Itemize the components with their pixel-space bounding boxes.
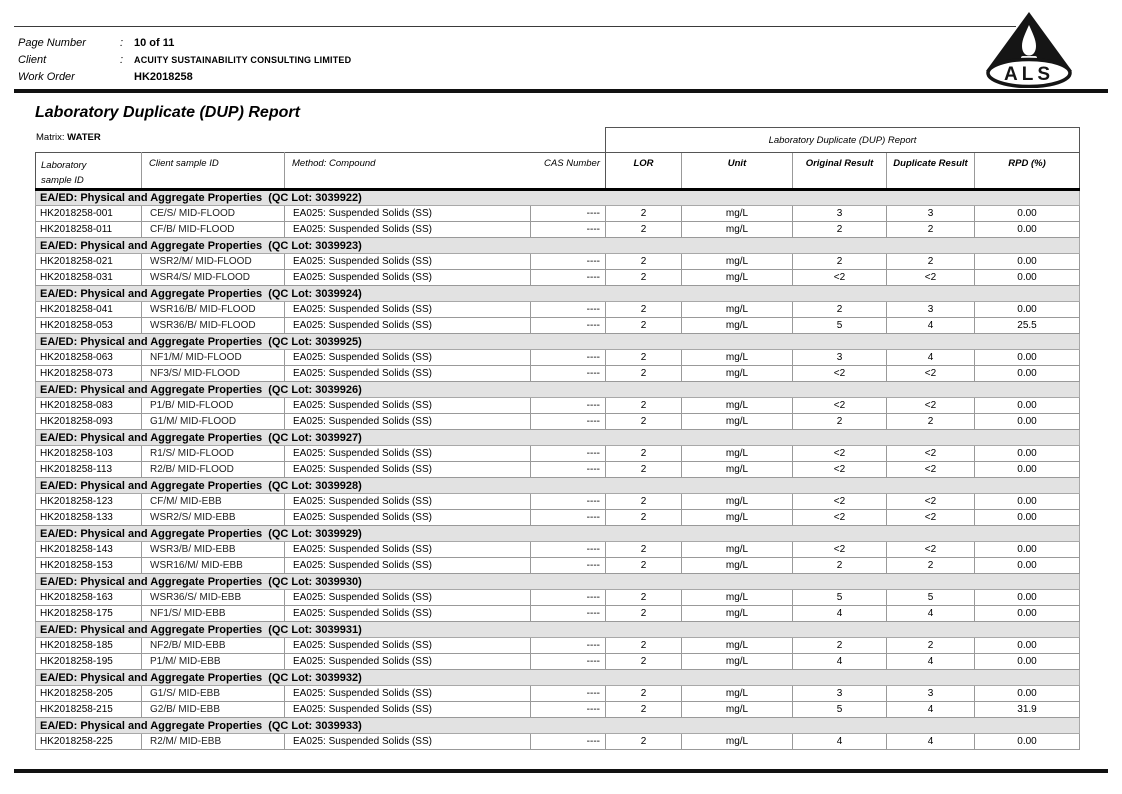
section-row [36, 718, 1080, 734]
table-row [36, 414, 1080, 430]
cell-lab-sample-id: HK2018258-031 [36, 270, 142, 286]
cell-client-sample-id: NF1/M/ MID-FLOOD [142, 350, 285, 366]
cell-unit: mg/L [682, 510, 793, 526]
cell-cas-number: ---- [531, 638, 606, 654]
cell-duplicate-result: 4 [887, 702, 975, 718]
cell-client-sample-id: NF1/S/ MID-EBB [142, 606, 285, 622]
col-header-cas-number: CAS Number [531, 153, 606, 190]
logo-text: ALS [1004, 64, 1054, 85]
cell-lab-sample-id: HK2018258-175 [36, 606, 142, 622]
cell-method-compound: EA025: Suspended Solids (SS) [285, 638, 531, 654]
cell-lab-sample-id: HK2018258-123 [36, 494, 142, 510]
cell-duplicate-result: 2 [887, 222, 975, 238]
cell-original-result: 5 [793, 702, 887, 718]
cell-method-compound: EA025: Suspended Solids (SS) [285, 414, 531, 430]
page-header [18, 37, 351, 88]
table-row [36, 270, 1080, 286]
cell-unit: mg/L [682, 398, 793, 414]
section-title: EA/ED: Physical and Aggregate Properties (QC Lot: 3039928) [36, 478, 1080, 494]
cell-client-sample-id: WSR2/S/ MID-EBB [142, 510, 285, 526]
cell-duplicate-result: <2 [887, 446, 975, 462]
cell-duplicate-result: <2 [887, 398, 975, 414]
table-row [36, 350, 1080, 366]
col-header-method-compound: Method: Compound [285, 153, 531, 190]
cell-duplicate-result: 2 [887, 414, 975, 430]
cell-lab-sample-id: HK2018258-001 [36, 206, 142, 222]
cell-client-sample-id: R1/S/ MID-FLOOD [142, 446, 285, 462]
cell-lab-sample-id: HK2018258-163 [36, 590, 142, 606]
span-header-title: Laboratory Duplicate (DUP) Report [606, 128, 1080, 153]
als-logo-icon [982, 10, 1076, 88]
cell-duplicate-result: 3 [887, 686, 975, 702]
table-row [36, 222, 1080, 238]
col-header-lor: LOR [606, 153, 682, 190]
cell-unit: mg/L [682, 638, 793, 654]
cell-lor: 2 [606, 606, 682, 622]
table-row [36, 510, 1080, 526]
cell-original-result: 4 [793, 734, 887, 750]
section-title: EA/ED: Physical and Aggregate Properties (QC Lot: 3039927) [36, 430, 1080, 446]
cell-lor: 2 [606, 302, 682, 318]
cell-duplicate-result: 2 [887, 638, 975, 654]
cell-unit: mg/L [682, 494, 793, 510]
cell-duplicate-result: 4 [887, 654, 975, 670]
cell-lab-sample-id: HK2018258-225 [36, 734, 142, 750]
cell-client-sample-id: R2/M/ MID-EBB [142, 734, 285, 750]
cell-client-sample-id: WSR36/B/ MID-FLOOD [142, 318, 285, 334]
client-row [18, 54, 351, 71]
work-order-row [18, 71, 351, 88]
footer-rule [14, 769, 1108, 773]
cell-duplicate-result: <2 [887, 542, 975, 558]
cell-original-result: <2 [793, 494, 887, 510]
section-title: EA/ED: Physical and Aggregate Properties (QC Lot: 3039932) [36, 670, 1080, 686]
cell-duplicate-result: <2 [887, 366, 975, 382]
cell-method-compound: EA025: Suspended Solids (SS) [285, 702, 531, 718]
cell-unit: mg/L [682, 414, 793, 430]
client-label: Client [18, 54, 47, 66]
cell-client-sample-id: G2/B/ MID-EBB [142, 702, 285, 718]
table-row [36, 654, 1080, 670]
table-row [36, 494, 1080, 510]
table-row [36, 446, 1080, 462]
page-number-row [18, 37, 351, 54]
cell-cas-number: ---- [531, 654, 606, 670]
header-bottom-rule [14, 89, 1108, 93]
cell-duplicate-result: 4 [887, 606, 975, 622]
cell-method-compound: EA025: Suspended Solids (SS) [285, 558, 531, 574]
table-body [36, 190, 1080, 750]
cell-client-sample-id: WSR4/S/ MID-FLOOD [142, 270, 285, 286]
cell-cas-number: ---- [531, 590, 606, 606]
cell-unit: mg/L [682, 366, 793, 382]
work-order-label: Work Order [18, 71, 75, 83]
cell-rpd: 0.00 [975, 366, 1080, 382]
cell-original-result: <2 [793, 446, 887, 462]
page-number-label: Page Number [18, 37, 86, 49]
section-row [36, 430, 1080, 446]
cell-lor: 2 [606, 350, 682, 366]
cell-client-sample-id: WSR16/M/ MID-EBB [142, 558, 285, 574]
cell-method-compound: EA025: Suspended Solids (SS) [285, 494, 531, 510]
table-row [36, 254, 1080, 270]
cell-duplicate-result: 3 [887, 206, 975, 222]
table-row [36, 638, 1080, 654]
table-row [36, 462, 1080, 478]
cell-lab-sample-id: HK2018258-143 [36, 542, 142, 558]
cell-original-result: 5 [793, 318, 887, 334]
section-title: EA/ED: Physical and Aggregate Properties (QC Lot: 3039923) [36, 238, 1080, 254]
cell-cas-number: ---- [531, 686, 606, 702]
cell-cas-number: ---- [531, 222, 606, 238]
col-header-duplicate-result: Duplicate Result [887, 153, 975, 190]
col-header-lab-sample-id [36, 153, 142, 190]
cell-cas-number: ---- [531, 702, 606, 718]
cell-rpd: 0.00 [975, 558, 1080, 574]
cell-client-sample-id: NF2/B/ MID-EBB [142, 638, 285, 654]
cell-original-result: 2 [793, 558, 887, 574]
col-header-unit: Unit [682, 153, 793, 190]
als-logo [982, 10, 1076, 93]
section-title: EA/ED: Physical and Aggregate Properties (QC Lot: 3039926) [36, 382, 1080, 398]
cell-cas-number: ---- [531, 398, 606, 414]
cell-original-result: 4 [793, 654, 887, 670]
cell-client-sample-id: CF/B/ MID-FLOOD [142, 222, 285, 238]
cell-rpd: 0.00 [975, 302, 1080, 318]
section-title: EA/ED: Physical and Aggregate Properties (QC Lot: 3039933) [36, 718, 1080, 734]
header-top-rule [14, 26, 1016, 27]
cell-unit: mg/L [682, 686, 793, 702]
cell-rpd: 0.00 [975, 606, 1080, 622]
cell-cas-number: ---- [531, 446, 606, 462]
cell-original-result: 2 [793, 414, 887, 430]
cell-method-compound: EA025: Suspended Solids (SS) [285, 542, 531, 558]
cell-method-compound: EA025: Suspended Solids (SS) [285, 366, 531, 382]
cell-rpd: 0.00 [975, 270, 1080, 286]
cell-rpd: 0.00 [975, 542, 1080, 558]
cell-lab-sample-id: HK2018258-185 [36, 638, 142, 654]
page-number-separator: : [120, 37, 124, 49]
cell-lab-sample-id: HK2018258-053 [36, 318, 142, 334]
cell-lab-sample-id: HK2018258-215 [36, 702, 142, 718]
cell-unit: mg/L [682, 254, 793, 270]
cell-rpd: 0.00 [975, 494, 1080, 510]
cell-lor: 2 [606, 270, 682, 286]
table-row [36, 318, 1080, 334]
table-row [36, 542, 1080, 558]
matrix-label: Matrix: [36, 132, 65, 143]
cell-duplicate-result: <2 [887, 510, 975, 526]
cell-original-result: 2 [793, 222, 887, 238]
cell-client-sample-id: G1/S/ MID-EBB [142, 686, 285, 702]
cell-lab-sample-id: HK2018258-083 [36, 398, 142, 414]
table-row [36, 302, 1080, 318]
cell-rpd: 0.00 [975, 206, 1080, 222]
cell-lor: 2 [606, 318, 682, 334]
page-number-value: 10 of 11 [134, 37, 175, 49]
cell-duplicate-result: 5 [887, 590, 975, 606]
table-row [36, 590, 1080, 606]
cell-method-compound: EA025: Suspended Solids (SS) [285, 398, 531, 414]
cell-unit: mg/L [682, 590, 793, 606]
section-row [36, 286, 1080, 302]
cell-lor: 2 [606, 366, 682, 382]
cell-method-compound: EA025: Suspended Solids (SS) [285, 270, 531, 286]
section-row [36, 190, 1080, 206]
cell-unit: mg/L [682, 446, 793, 462]
cell-client-sample-id: G1/M/ MID-FLOOD [142, 414, 285, 430]
cell-cas-number: ---- [531, 366, 606, 382]
cell-client-sample-id: WSR3/B/ MID-EBB [142, 542, 285, 558]
cell-lor: 2 [606, 638, 682, 654]
cell-rpd: 25.5 [975, 318, 1080, 334]
cell-method-compound: EA025: Suspended Solids (SS) [285, 318, 531, 334]
cell-rpd: 0.00 [975, 734, 1080, 750]
cell-method-compound: EA025: Suspended Solids (SS) [285, 222, 531, 238]
cell-rpd: 0.00 [975, 510, 1080, 526]
cell-lor: 2 [606, 686, 682, 702]
cell-unit: mg/L [682, 654, 793, 670]
cell-rpd: 0.00 [975, 462, 1080, 478]
cell-lor: 2 [606, 542, 682, 558]
cell-lab-sample-id: HK2018258-153 [36, 558, 142, 574]
cell-client-sample-id: CF/M/ MID-EBB [142, 494, 285, 510]
section-row [36, 670, 1080, 686]
cell-lab-sample-id: HK2018258-103 [36, 446, 142, 462]
section-title: EA/ED: Physical and Aggregate Properties (QC Lot: 3039930) [36, 574, 1080, 590]
cell-original-result: 5 [793, 590, 887, 606]
cell-cas-number: ---- [531, 302, 606, 318]
cell-method-compound: EA025: Suspended Solids (SS) [285, 254, 531, 270]
section-title: EA/ED: Physical and Aggregate Properties (QC Lot: 3039924) [36, 286, 1080, 302]
cell-original-result: <2 [793, 366, 887, 382]
table-row [36, 686, 1080, 702]
cell-lor: 2 [606, 558, 682, 574]
cell-rpd: 0.00 [975, 446, 1080, 462]
span-header-row [36, 128, 1080, 153]
cell-duplicate-result: 3 [887, 302, 975, 318]
cell-lor: 2 [606, 702, 682, 718]
section-row [36, 526, 1080, 542]
cell-original-result: <2 [793, 510, 887, 526]
cell-unit: mg/L [682, 542, 793, 558]
cell-lab-sample-id: HK2018258-011 [36, 222, 142, 238]
cell-original-result: 2 [793, 254, 887, 270]
col-header-lab-line1: Laboratory [41, 160, 87, 171]
span-header-spacer [36, 128, 606, 153]
cell-method-compound: EA025: Suspended Solids (SS) [285, 606, 531, 622]
table-row [36, 606, 1080, 622]
cell-client-sample-id: WSR16/B/ MID-FLOOD [142, 302, 285, 318]
cell-method-compound: EA025: Suspended Solids (SS) [285, 510, 531, 526]
cell-cas-number: ---- [531, 318, 606, 334]
cell-lab-sample-id: HK2018258-073 [36, 366, 142, 382]
cell-rpd: 0.00 [975, 686, 1080, 702]
cell-rpd: 0.00 [975, 254, 1080, 270]
cell-rpd: 0.00 [975, 590, 1080, 606]
cell-duplicate-result: <2 [887, 462, 975, 478]
section-title: EA/ED: Physical and Aggregate Properties (QC Lot: 3039929) [36, 526, 1080, 542]
cell-unit: mg/L [682, 270, 793, 286]
table-row [36, 558, 1080, 574]
cell-unit: mg/L [682, 462, 793, 478]
cell-rpd: 0.00 [975, 222, 1080, 238]
cell-rpd: 0.00 [975, 638, 1080, 654]
cell-client-sample-id: CE/S/ MID-FLOOD [142, 206, 285, 222]
cell-lor: 2 [606, 494, 682, 510]
cell-cas-number: ---- [531, 414, 606, 430]
cell-rpd: 0.00 [975, 414, 1080, 430]
section-row [36, 382, 1080, 398]
cell-duplicate-result: 4 [887, 734, 975, 750]
cell-method-compound: EA025: Suspended Solids (SS) [285, 590, 531, 606]
client-value: ACUITY SUSTAINABILITY CONSULTING LIMITED [134, 55, 352, 65]
cell-client-sample-id: P1/B/ MID-FLOOD [142, 398, 285, 414]
table-row [36, 398, 1080, 414]
cell-client-sample-id: P1/M/ MID-EBB [142, 654, 285, 670]
section-row [36, 622, 1080, 638]
work-order-value: HK2018258 [134, 71, 193, 83]
cell-method-compound: EA025: Suspended Solids (SS) [285, 654, 531, 670]
table-row [36, 366, 1080, 382]
table-row [36, 734, 1080, 750]
cell-duplicate-result: <2 [887, 494, 975, 510]
cell-unit: mg/L [682, 318, 793, 334]
cell-lab-sample-id: HK2018258-063 [36, 350, 142, 366]
cell-cas-number: ---- [531, 270, 606, 286]
section-title: EA/ED: Physical and Aggregate Properties (QC Lot: 3039922) [36, 190, 1080, 206]
cell-method-compound: EA025: Suspended Solids (SS) [285, 350, 531, 366]
col-header-rpd: RPD (%) [975, 153, 1080, 190]
cell-lor: 2 [606, 206, 682, 222]
cell-lor: 2 [606, 254, 682, 270]
cell-original-result: 2 [793, 638, 887, 654]
cell-unit: mg/L [682, 702, 793, 718]
cell-original-result: <2 [793, 462, 887, 478]
section-row [36, 238, 1080, 254]
cell-unit: mg/L [682, 606, 793, 622]
cell-lor: 2 [606, 510, 682, 526]
cell-lab-sample-id: HK2018258-041 [36, 302, 142, 318]
section-row [36, 334, 1080, 350]
cell-original-result: 3 [793, 686, 887, 702]
cell-rpd: 31.9 [975, 702, 1080, 718]
cell-original-result: 2 [793, 302, 887, 318]
cell-cas-number: ---- [531, 542, 606, 558]
cell-client-sample-id: NF3/S/ MID-FLOOD [142, 366, 285, 382]
cell-original-result: 4 [793, 606, 887, 622]
section-row [36, 478, 1080, 494]
cell-method-compound: EA025: Suspended Solids (SS) [285, 686, 531, 702]
cell-method-compound: EA025: Suspended Solids (SS) [285, 206, 531, 222]
dup-report-table [35, 127, 1080, 750]
cell-rpd: 0.00 [975, 398, 1080, 414]
cell-original-result: <2 [793, 398, 887, 414]
table-row [36, 702, 1080, 718]
cell-client-sample-id: WSR36/S/ MID-EBB [142, 590, 285, 606]
cell-unit: mg/L [682, 558, 793, 574]
cell-original-result: <2 [793, 270, 887, 286]
cell-method-compound: EA025: Suspended Solids (SS) [285, 734, 531, 750]
cell-lor: 2 [606, 462, 682, 478]
cell-original-result: 3 [793, 206, 887, 222]
cell-method-compound: EA025: Suspended Solids (SS) [285, 462, 531, 478]
cell-duplicate-result: 4 [887, 350, 975, 366]
section-title: EA/ED: Physical and Aggregate Properties (QC Lot: 3039931) [36, 622, 1080, 638]
cell-original-result: 3 [793, 350, 887, 366]
cell-lab-sample-id: HK2018258-021 [36, 254, 142, 270]
cell-cas-number: ---- [531, 734, 606, 750]
cell-cas-number: ---- [531, 254, 606, 270]
cell-lor: 2 [606, 446, 682, 462]
cell-lor: 2 [606, 590, 682, 606]
cell-lab-sample-id: HK2018258-133 [36, 510, 142, 526]
table-row [36, 206, 1080, 222]
cell-duplicate-result: 2 [887, 558, 975, 574]
cell-cas-number: ---- [531, 510, 606, 526]
cell-original-result: <2 [793, 542, 887, 558]
cell-lab-sample-id: HK2018258-205 [36, 686, 142, 702]
cell-cas-number: ---- [531, 350, 606, 366]
cell-rpd: 0.00 [975, 654, 1080, 670]
cell-duplicate-result: <2 [887, 270, 975, 286]
matrix-value: WATER [67, 132, 101, 143]
cell-rpd: 0.00 [975, 350, 1080, 366]
cell-method-compound: EA025: Suspended Solids (SS) [285, 446, 531, 462]
cell-lor: 2 [606, 414, 682, 430]
cell-unit: mg/L [682, 206, 793, 222]
client-separator: : [120, 54, 124, 66]
cell-duplicate-result: 2 [887, 254, 975, 270]
col-header-lab-line2: sample ID [41, 175, 84, 186]
cell-cas-number: ---- [531, 558, 606, 574]
cell-cas-number: ---- [531, 606, 606, 622]
col-header-client-sample-id: Client sample ID [142, 153, 285, 190]
cell-lor: 2 [606, 222, 682, 238]
cell-cas-number: ---- [531, 462, 606, 478]
cell-unit: mg/L [682, 350, 793, 366]
cell-lor: 2 [606, 398, 682, 414]
cell-lor: 2 [606, 734, 682, 750]
cell-lab-sample-id: HK2018258-113 [36, 462, 142, 478]
cell-unit: mg/L [682, 302, 793, 318]
section-title: EA/ED: Physical and Aggregate Properties (QC Lot: 3039925) [36, 334, 1080, 350]
section-row [36, 574, 1080, 590]
cell-duplicate-result: 4 [887, 318, 975, 334]
cell-lab-sample-id: HK2018258-195 [36, 654, 142, 670]
cell-client-sample-id: R2/B/ MID-FLOOD [142, 462, 285, 478]
column-header-row [36, 153, 1080, 190]
cell-cas-number: ---- [531, 494, 606, 510]
col-header-original-result: Original Result [793, 153, 887, 190]
cell-unit: mg/L [682, 734, 793, 750]
cell-lor: 2 [606, 654, 682, 670]
cell-unit: mg/L [682, 222, 793, 238]
cell-lab-sample-id: HK2018258-093 [36, 414, 142, 430]
report-title: Laboratory Duplicate (DUP) Report [35, 104, 300, 121]
cell-cas-number: ---- [531, 206, 606, 222]
cell-client-sample-id: WSR2/M/ MID-FLOOD [142, 254, 285, 270]
cell-method-compound: EA025: Suspended Solids (SS) [285, 302, 531, 318]
